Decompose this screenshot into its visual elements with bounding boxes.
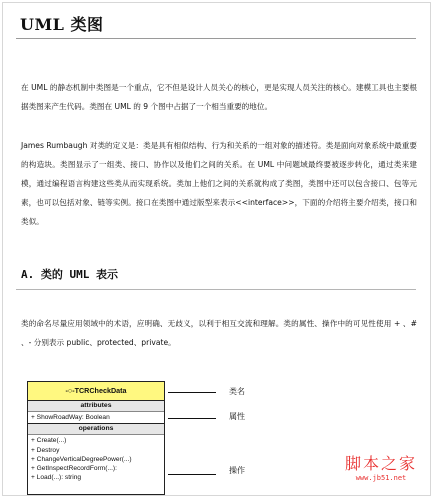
title-divider	[16, 38, 416, 39]
attributes-callout-label: 属性	[229, 412, 245, 421]
operations-callout-line	[168, 474, 216, 475]
uml-attributes-title: attributes	[28, 401, 164, 412]
uml-operation: + Create(...)	[31, 437, 67, 445]
uml-operation: + Load(...): string	[31, 474, 82, 482]
uml-attributes-list	[28, 412, 164, 424]
uml-operation: + ChangeVerticalDegreePower(...)	[31, 455, 132, 463]
uml-class-box	[27, 381, 165, 495]
uml-attribute: + ShowRoadWay: Boolean	[31, 414, 110, 421]
uml-operations-title: operations	[28, 424, 164, 435]
class-name-callout-label: 类名	[229, 387, 245, 396]
operations-callout-label: 操作	[229, 466, 245, 475]
uml-operation: + Destroy	[31, 446, 60, 454]
section-divider	[16, 289, 416, 290]
uml-class-name: -○-TCRCheckData	[28, 382, 164, 401]
class-name-callout-line	[168, 392, 216, 393]
intro-paragraph: 在 UML 的静态机制中类图是一个重点，它不但是设计人员关心的核心，更是实现人员关注的核心。建模工具也主要根据类图来产生代码。类图在 UML 的 9 个图中占据了一个相当重要的地位。	[21, 83, 417, 111]
watermark-logo: 脚本之家	[344, 454, 417, 473]
uml-operation: + GetInspectRecordForm(...):	[31, 465, 117, 473]
site-watermark	[345, 451, 417, 482]
definition-paragraph: James Rumbaugh 对类的定义是：类是具有相似结构、行为和关系的一组对象的描述符。类是面向对象系统中最重要的构造块。类图显示了一组类、接口、协作以及他们之间的关系。在 UML 中问题域最终要被逐步转化，通过类来建模，通过编程语言构建这些类从而实现系统。类加上他们之间的关系就构成了类图，类图中还可以包含接口、包等元素，也可以包括对象、链等实例。接口在类图中通过版型来表示<<interface>>，下面的介绍将主要介绍类，接口和类似。	[21, 141, 417, 226]
attributes-callout-line	[168, 418, 216, 419]
section-heading: A. 类的 UML 表示	[21, 268, 118, 281]
watermark-url: www.jb51.net	[355, 474, 407, 482]
uml-operations-list	[28, 435, 164, 483]
section-paragraph: 类的命名尽量应用领域中的术语，应明确、无歧义，以利于相互交流和理解。类的属性、操作中的可见性使用 + 、# 、- 分别表示 public、protected、private。	[21, 319, 417, 347]
page-title: UML 类图	[20, 15, 104, 34]
